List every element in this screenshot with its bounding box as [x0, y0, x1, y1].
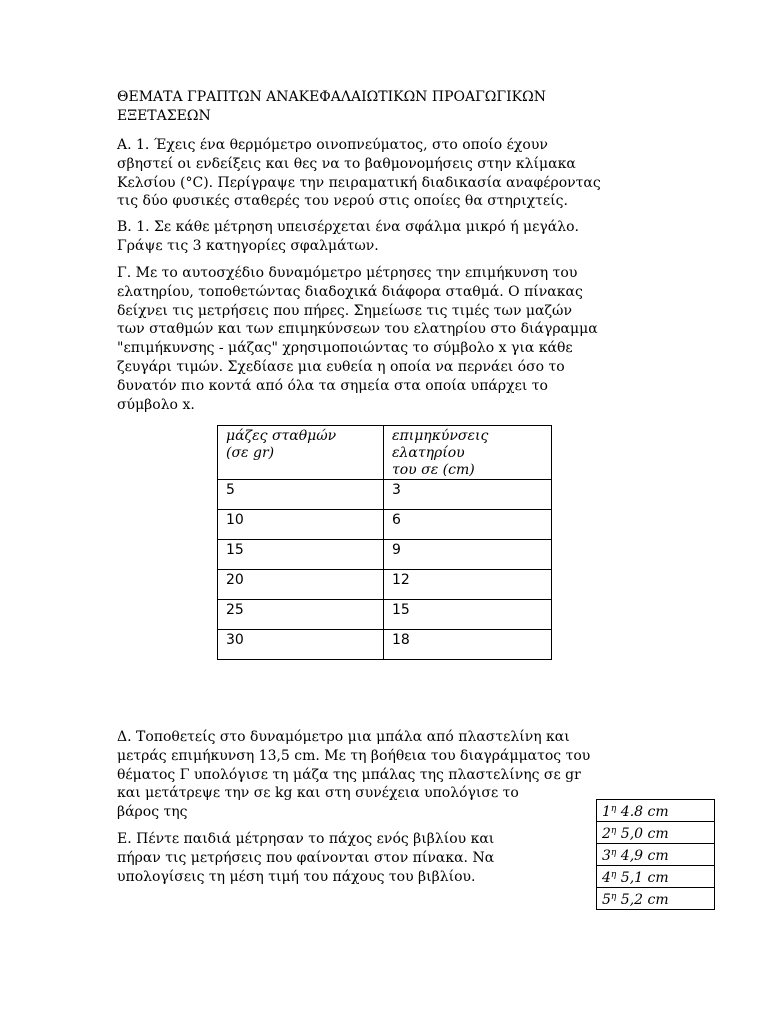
extension-cell: 18 — [384, 630, 552, 660]
thickness-cell — [597, 844, 715, 866]
ordinal-suffix: η — [610, 804, 617, 814]
question-d: Δ. Τοποθετείς στο δυναμόμετρο μια μπάλα από πλαστελίνη και μετράς επιμήκυνση 13,5 cm. Με τη βοήθεια του διαγράμματος του θέματος Γ υπολόγισε τη μάζα της μπάλας της πλαστελίνης σε gr και μετάτρεψε την σε kg και στη συνέχεια υπολόγισε το βάρος της — [117, 729, 591, 821]
mass-cell: 20 — [218, 570, 384, 600]
thickness-cell — [597, 822, 715, 844]
extension-cell: 15 — [384, 600, 552, 630]
table-row — [218, 510, 552, 540]
measurements-table — [217, 425, 552, 660]
table-row — [218, 570, 552, 600]
measurement-number: 5 — [602, 892, 611, 908]
ordinal-suffix: η — [610, 848, 617, 858]
thickness-row — [597, 844, 715, 866]
header-mass: μάζες σταθμών (σε gr) — [218, 426, 384, 480]
document-title: ΘΕΜΑΤΑ ΓΡΑΠΤΩΝ ΑΝΑΚΕΦΑΛΑΙΩΤΙΚΩΝ ΠΡΟΑΓΩΓΙΚΩΝ ΕΞΕΤΑΣΕΩΝ — [117, 89, 546, 124]
question-b1: Β. 1. Σε κάθε μέτρηση υπεισέρχεται ένα σφάλμα μικρό ή μεγάλο. Γράψε τις 3 κατηγορίες σφαλμάτων. — [117, 219, 579, 254]
mass-cell: 5 — [218, 480, 384, 510]
thickness-table — [596, 799, 715, 910]
mass-cell: 30 — [218, 630, 384, 660]
thickness-row — [597, 800, 715, 822]
ordinal-suffix: η — [610, 892, 617, 902]
measurement-number: 4 — [602, 870, 611, 886]
thickness-value: 5,2 cm — [620, 892, 669, 908]
header-extension: επιμηκύνσεις ελατηρίου του σε (cm) — [384, 426, 552, 480]
extension-cell: 12 — [384, 570, 552, 600]
extension-cell: 3 — [384, 480, 552, 510]
table-row — [218, 630, 552, 660]
table-header-row — [218, 426, 552, 480]
ordinal-suffix: η — [610, 826, 617, 836]
thickness-row — [597, 888, 715, 910]
measurement-number: 3 — [602, 848, 611, 864]
thickness-value: 5,1 cm — [620, 870, 669, 886]
table-row — [218, 480, 552, 510]
mass-cell: 15 — [218, 540, 384, 570]
thickness-cell — [597, 888, 715, 910]
question-c: Γ. Με το αυτοσχέδιο δυναμόμετρο μέτρησες την επιμήκυνση του ελατηρίου, τοποθετώντας διαδοχικά διάφορα σταθμά. Ο πίνακας δείχνει τις μετρήσεις που πήρες. Σημείωσε τις τιμές των μαζών των σταθμών και των επιμηκύνσεων του ελατηρίου στο διάγραμμα "επιμήκυνσης - μάζας" χρησιμοποιώντας το σύμβολο x για κάθε ζευγάρι τιμών. Σχεδίασε μια ευθεία η οποία να περνάει όσο το δυνατόν πιο κοντά από όλα τα σημεία στα οποία υπάρχει το σύμβολο x. — [117, 265, 598, 413]
measurement-number: 1 — [602, 804, 611, 820]
question-e: Ε. Πέντε παιδιά μέτρησαν το πάχος ενός βιβλίου και πήραν τις μετρήσεις που φαίνονται στον πίνακα. Να υπολογίσεις τη μέση τιμή του πάχους του βιβλίου. — [117, 831, 495, 885]
thickness-row — [597, 866, 715, 888]
mass-cell: 25 — [218, 600, 384, 630]
extension-cell: 9 — [384, 540, 552, 570]
measurement-number: 2 — [602, 826, 611, 842]
mass-cell: 10 — [218, 510, 384, 540]
question-a1: Α. 1. Έχεις ένα θερμόμετρο οινοπνεύματος, στο οποίο έχουν σβηστεί οι ενδείξεις και θες να το βαθμονομήσεις στην κλίμακα Κελσίου (°C). Περίγραψε την πειραματική διαδικασία αναφέροντας τις δύο φυσικές σταθερές του νερού στις οποίες θα στηριχτείς. — [117, 137, 601, 210]
ordinal-suffix: η — [610, 870, 617, 880]
thickness-value: 4,9 cm — [620, 848, 669, 864]
thickness-value: 4.8 cm — [620, 804, 669, 820]
table-row — [218, 600, 552, 630]
thickness-cell — [597, 800, 715, 822]
thickness-value: 5,0 cm — [620, 826, 669, 842]
extension-cell: 6 — [384, 510, 552, 540]
thickness-row — [597, 822, 715, 844]
table-row — [218, 540, 552, 570]
thickness-cell — [597, 866, 715, 888]
